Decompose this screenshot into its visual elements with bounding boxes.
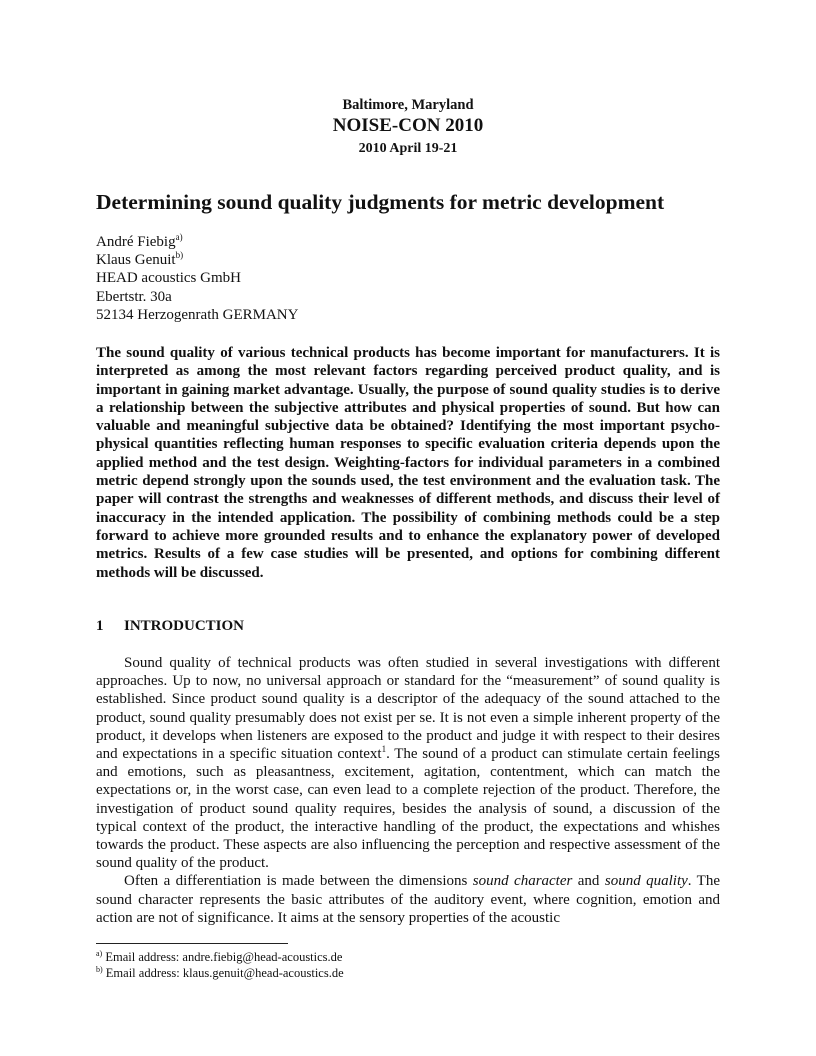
footnote-divider: [96, 943, 288, 944]
body-text: [96, 654, 720, 927]
footnote: [96, 965, 720, 981]
conference-location: Baltimore, Maryland: [342, 97, 474, 113]
paper-title: Determining sound quality judgments for metric development: [96, 190, 665, 214]
author-footnote-mark: a): [175, 232, 183, 242]
footnotes: [96, 949, 720, 981]
affiliation-line: 52134 Herzogenrath GERMANY: [96, 306, 299, 323]
affiliation-line: Ebertstr. 30a: [96, 288, 172, 305]
conference-name: NOISE-CON 2010: [332, 115, 484, 136]
author-block: [96, 233, 720, 324]
paragraph: Often a differentiation is made between the dimensions sound character and sound quality. The sound character represents the basic attributes of the auditory event, where cognition, emotion and action are not of significance. It aims at the sensory properties of the acoustic: [96, 873, 720, 926]
abstract: The sound quality of various technical products has become important for manufacturers. It is interpreted as among the most relevant factors regarding perceived product quality, and is important in gaining market advantage. Usually, the purpose of sound quality studies is to derive a relationship between the subjective attributes and physical properties of sound. But how can valuable and meaningful subjective data be obtained? Identifying the most important psycho-physical quantities reflecting human responses to specific evaluation criteria depends upon the applied method and the test design. Weighting-factors for individual parameters in a combined metric depend strongly upon the sounds used, the test environment and the evaluation task. The paper will contrast the strengths and weaknesses of different methods, and discuss their level of inaccuracy in the intended application. The possibility of combining methods could be a step forward to achieve more grounded results and to enhance the explanatory power of developed metrics. Results of a few case studies will be presented, and options for combining different methods will be discussed.: [96, 345, 720, 581]
author-name: André Fiebig$^{a)}$: [96, 232, 183, 250]
footnote-text: Email address: andre.fiebig@head-acoustics.de: [102, 950, 343, 964]
author-footnote-mark: b): [175, 250, 184, 261]
section-number: 1: [96, 618, 104, 634]
footnote-mark: b): [96, 965, 103, 974]
conference-date: 2010 April 19-21: [358, 141, 458, 156]
emphasis-term: sound quality: [604, 873, 688, 890]
paragraph: Sound quality of technical products was often studied in several investigations with different approaches. Up to now, no universal approach or standard for the “measurement” of sound quality is established. Since product sound quality is a descriptor of the adequacy of the sound attached to the product, sound quality presumably does not exist per se. It is not even a simple inherent property of the product, it develops when listeners are exposed to the product and judge it with respect to their desires and expectations in a specific situation context$^1$. The sound of a product can stimulate certain feelings and emotions, such as pleasantness, excitement, agitation, contentment, which can match the expectations or, in the worst case, can even lead to a complete rejection of the product. Therefore, the investigation of product sound quality requires, besides the analysis of sound, a discussion of the typical context of the product, the interactive handling of the product, the expectations and whishes towards the product. These aspects are also influencing the perception and respective assessment of the sound quality of the product.: [96, 655, 720, 872]
footnote-mark: a): [96, 949, 103, 958]
author-name: Klaus Genuit$^{b)}$: [96, 250, 184, 269]
section-title: INTRODUCTION: [124, 618, 245, 634]
footnote-text: Email address: klaus.genuit@head-acoustics.de: [102, 966, 344, 980]
emphasis-term: sound character: [472, 873, 573, 890]
citation-ref: 1: [381, 744, 387, 755]
affiliation-line: HEAD acoustics GmbH: [96, 270, 241, 287]
section-heading: [96, 618, 720, 635]
footnote: [96, 949, 720, 965]
